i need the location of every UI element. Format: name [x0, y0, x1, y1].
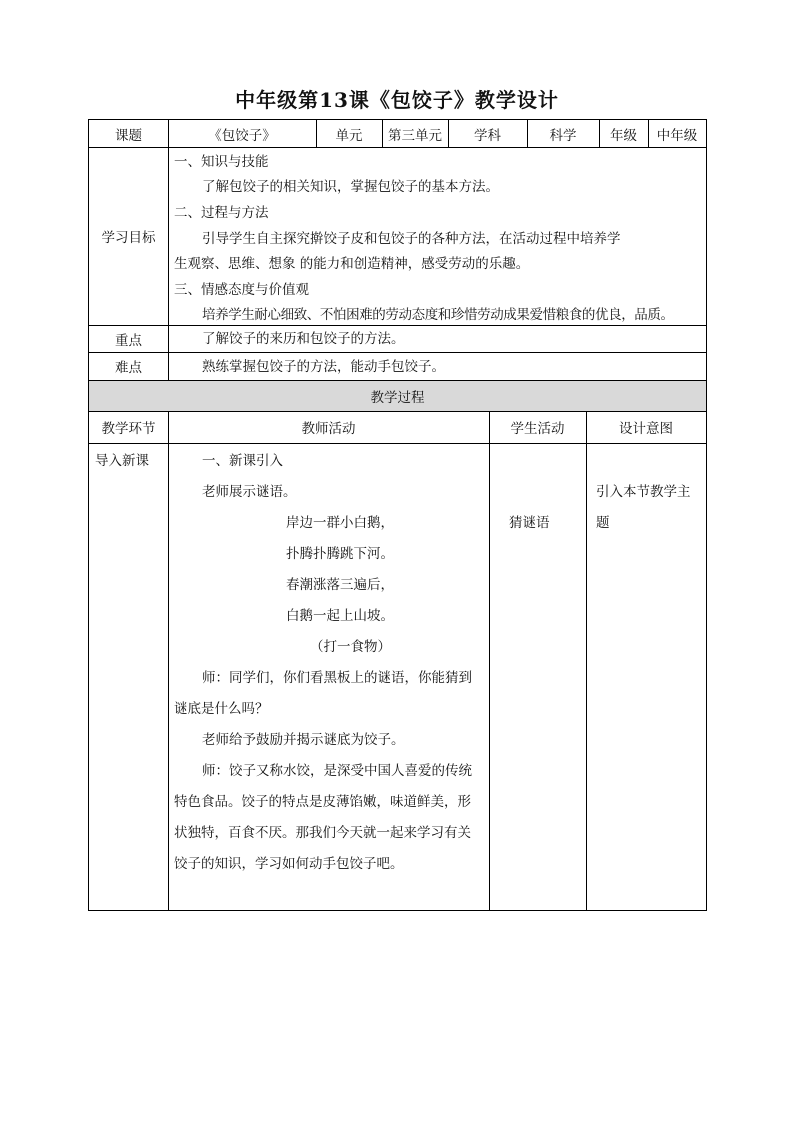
teacher-line: 白鹅一起上山坡。: [286, 608, 394, 624]
student-activity: 猜谜语: [509, 515, 550, 531]
key-point-label: 重点: [115, 332, 142, 349]
course-label: 课题: [115, 127, 142, 144]
page-title: 中年级第13课《包饺子》教学设计: [235, 88, 559, 112]
objective-line: 引导学生自主探究擀饺子皮和包饺子的各种方法，在活动过程中培养学: [202, 231, 621, 247]
stage-name: 导入新课: [95, 453, 149, 469]
teacher-line: 扑腾扑腾跳下河。: [286, 546, 394, 562]
column-divider: [168, 120, 169, 380]
objective-line: 生观察、思维、想象 的能力和创造精神，感受劳动的乐趣。: [174, 256, 530, 272]
teacher-line: 特色食品。饺子的特点是皮薄馅嫩，味道鲜美，形: [174, 794, 471, 810]
row-divider: [89, 443, 706, 444]
row-divider: [89, 325, 706, 326]
column-header-student: 学生活动: [510, 421, 565, 437]
design-intent-line: 题: [596, 515, 610, 531]
unit-value: 第三单元: [388, 127, 442, 144]
objective-line: 了解包饺子的相关知识，掌握包饺子的基本方法。: [202, 179, 499, 195]
grade-label: 年级: [610, 127, 637, 144]
subject-value: 科学: [549, 127, 577, 144]
row-divider: [89, 147, 706, 148]
column-divider: [168, 411, 169, 911]
column-header-teacher: 教师活动: [301, 421, 356, 437]
objectives-label: 学习目标: [101, 230, 156, 246]
key-point-text: 了解饺子的来历和包饺子的方法。: [202, 331, 405, 347]
grade-value: 中年级: [656, 127, 698, 144]
teacher-line: 春潮涨落三遍后，: [286, 577, 394, 593]
process-header: 教学过程: [370, 390, 425, 406]
column-divider: [489, 411, 490, 911]
teacher-line: 师：饺子又称水饺，是深受中国人喜爱的传统: [202, 763, 472, 779]
design-intent-line: 引入本节教学主: [596, 484, 691, 500]
teacher-line: 师：同学们，你们看黑板上的谜语，你能猜到: [202, 670, 472, 686]
teacher-line: （打一食物）: [310, 639, 391, 655]
objective-line: 一、知识与技能: [174, 154, 269, 170]
column-header-intent: 设计意图: [619, 421, 673, 437]
column-header-stage: 教学环节: [101, 421, 156, 437]
difficulty-label: 难点: [115, 360, 142, 376]
unit-label: 单元: [335, 127, 363, 144]
teacher-line: 状独特，百食不厌。那我们今天就一起来学习有关: [174, 825, 471, 841]
course-value: 《包饺子》: [208, 127, 276, 144]
column-divider: [586, 411, 587, 911]
row-divider: [89, 352, 706, 353]
objective-line: 二、过程与方法: [174, 205, 269, 221]
lesson-plan-table: [88, 119, 707, 911]
teacher-line: 饺子的知识，学习如何动手包饺子吧。: [174, 856, 404, 872]
teacher-line: 一、新课引入: [202, 453, 283, 469]
teacher-line: 岸边一群小白鹅，: [286, 515, 394, 531]
teacher-line: 老师展示谜语。: [202, 484, 297, 500]
difficulty-text: 熟练掌握包饺子的方法，能动手包饺子。: [202, 359, 445, 375]
subject-label: 学科: [474, 127, 501, 144]
teacher-line: 谜底是什么吗？: [174, 701, 269, 717]
objective-line: 三、情感态度与价值观: [174, 282, 309, 298]
objective-line: 培养学生耐心细致、不怕困难的劳动态度和珍惜劳动成果爱惜粮食的优良，品质。: [202, 307, 674, 323]
teacher-line: 老师给予鼓励并揭示谜底为饺子。: [202, 732, 405, 748]
